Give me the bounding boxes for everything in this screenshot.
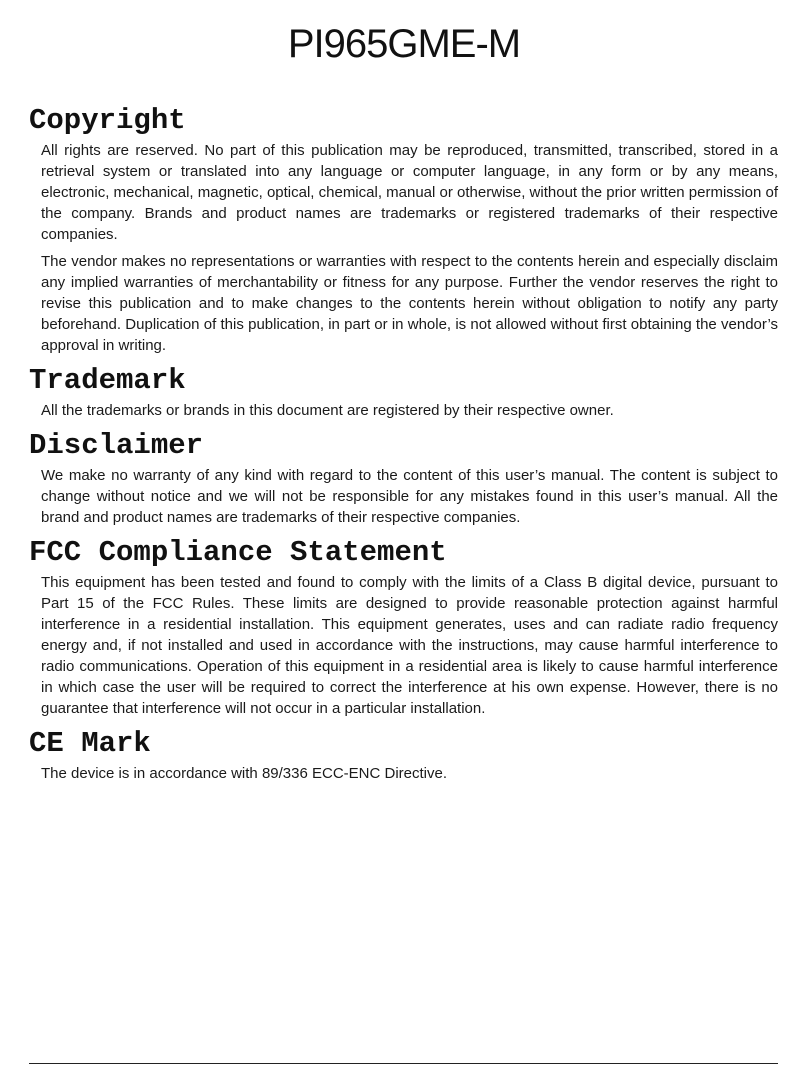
footer-divider	[29, 1063, 778, 1064]
paragraph: The device is in accordance with 89/336 ECC-ENC Directive.	[41, 765, 448, 782]
paragraph: All rights are reserved. No part of this publication may be reproduced, transmitted, transcribed, stored in a retrieval system or translated into any language or computer language, in any form or by any means, electronic, mechanical, magnetic, optical, chemical, manual or otherwise, without the prior written permission of the company. Brands and product names are trademarks or registered trademarks of their respective companies.	[41, 142, 778, 243]
document-title: PI965GME-M	[287, 22, 521, 66]
section-disclaimer	[29, 427, 778, 528]
section-fcc-compliance	[29, 534, 778, 719]
paragraph: All the trademarks or brands in this document are registered by their respective owner.	[41, 402, 614, 419]
section-ce-mark	[29, 725, 778, 784]
section-heading: Disclaimer	[29, 429, 204, 462]
paragraph: We make no warranty of any kind with regard to the content of this user’s manual. The content is subject to change without notice and we will not be responsible for any mistakes found in this user’s manual. All the brand and product names are trademarks of their respective companies.	[41, 467, 778, 526]
section-heading: FCC Compliance Statement	[29, 536, 447, 569]
section-trademark	[29, 362, 778, 421]
section-copyright	[29, 102, 778, 356]
paragraph: The vendor makes no representations or warranties with respect to the contents herein and especially disclaim any implied warranties of merchantability or fitness for any purpose. Further the vendor reserves the right to revise this publication and to make changes to the contents herein without obligation to notify any party beforehand. Duplication of this publication, in part or in whole, is not allowed without first obtaining the vendor’s approval in writing.	[41, 253, 778, 354]
section-heading: Trademark	[29, 364, 186, 397]
document-body	[29, 102, 778, 790]
paragraph: This equipment has been tested and found to comply with the limits of a Class B digital device, pursuant to Part 15 of the FCC Rules. These limits are designed to provide reasonable protection against harmful interference in a residential installation. This equipment generates, uses and can radiate radio frequency energy and, if not installed and used in accordance with the instructions, may cause harmful interference to radio communications. Operation of this equipment in a residential area is likely to cause harmful interference in which case the user will be required to correct the interference at his own expense. However, there is no guarantee that interference will not occur in a particular installation.	[41, 574, 778, 717]
section-heading: Copyright	[29, 104, 186, 137]
section-heading: CE Mark	[29, 727, 151, 760]
